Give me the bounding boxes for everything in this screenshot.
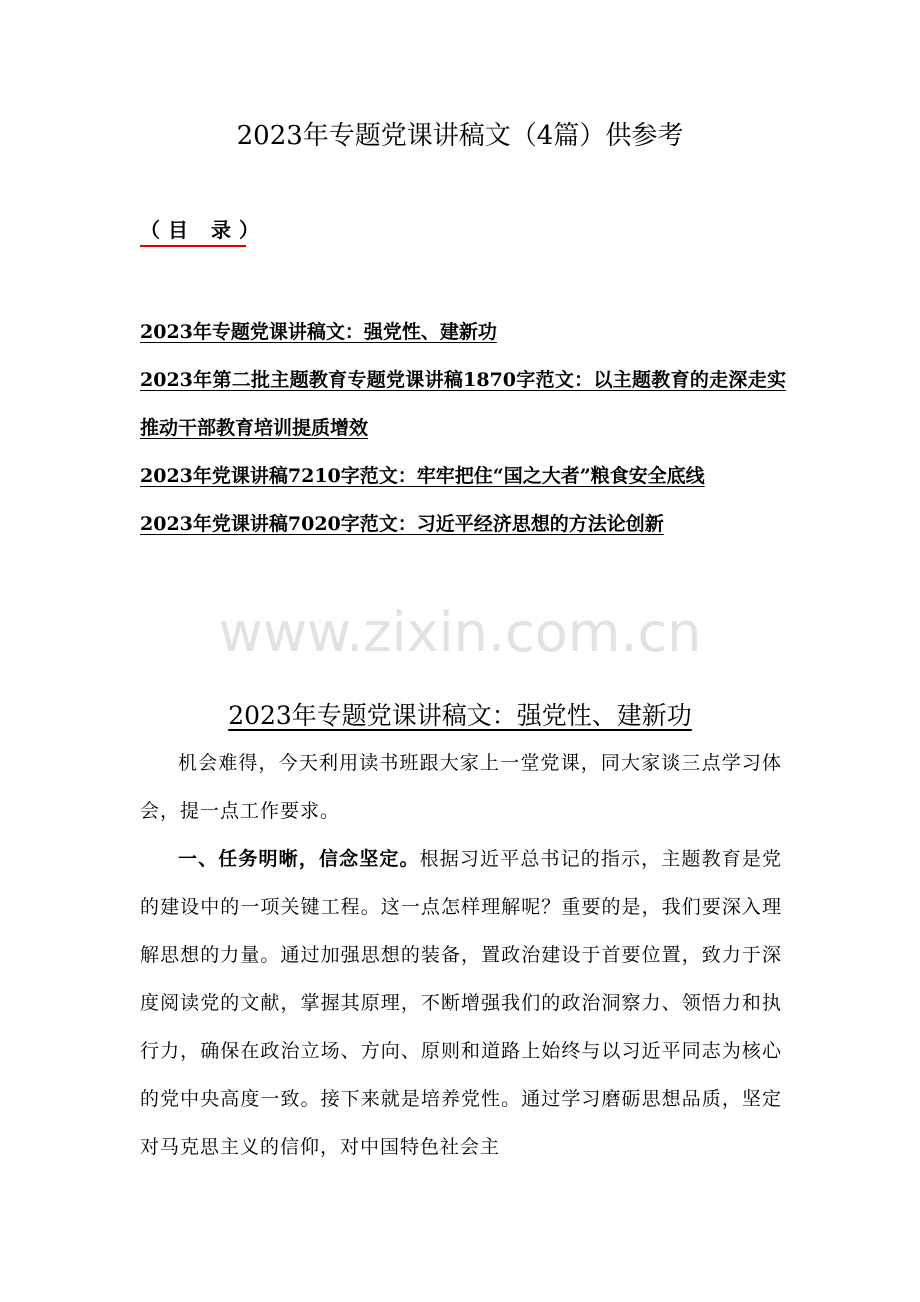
article-title: 2023年专题党课讲稿文：强党性、建新功 [228, 701, 692, 730]
toc-link-4[interactable]: 2023年党课讲稿7020字范文：习近平经济思想的方法论创新 [140, 513, 664, 535]
paragraph-text: 机会难得，今天利用读书班跟大家上一堂党课，同大家谈三点学习体会，提一点工作要求。 [140, 752, 782, 822]
toc-link-3[interactable]: 2023年党课讲稿7210字范文：牢牢把住“国之大者”粮食安全底线 [140, 465, 705, 487]
section-lead: 一、任务明晰，信念坚定。 [178, 848, 420, 870]
watermark: www.zixin.com.cn [218, 601, 702, 664]
toc-heading: （目 录） [140, 215, 246, 247]
paragraph-section-1 [140, 835, 782, 1171]
document-title: 2023年专题党课讲稿文（4篇）供参考 [236, 121, 684, 151]
toc-link-1[interactable]: 2023年专题党课讲稿文：强党性、建新功 [140, 321, 497, 343]
article-body [140, 739, 782, 1171]
paragraph-intro [140, 739, 782, 835]
table-of-contents [140, 308, 786, 548]
toc-link-2[interactable]: 2023年第二批主题教育专题党课讲稿1870字范文：以主题教育的走深走实推动干部教育培训提质增效 [140, 369, 786, 439]
paragraph-text: 根据习近平总书记的指示，主题教育是党的建设中的一项关键工程。这一点怎样理解呢？重要的是，我们要深入理解思想的力量。通过加强思想的装备，置政治建设于首要位置，致力于深度阅读党的文献，掌握其原理，不断增强我们的政治洞察力、领悟力和执行力，确保在政治立场、方向、原则和道路上始终与以习近平同志为核心的党中央高度一致。接下来就是培养党性。通过学习磨砺思想品质，坚定对马克思主义的信仰，对中国特色社会主 [140, 848, 782, 1158]
